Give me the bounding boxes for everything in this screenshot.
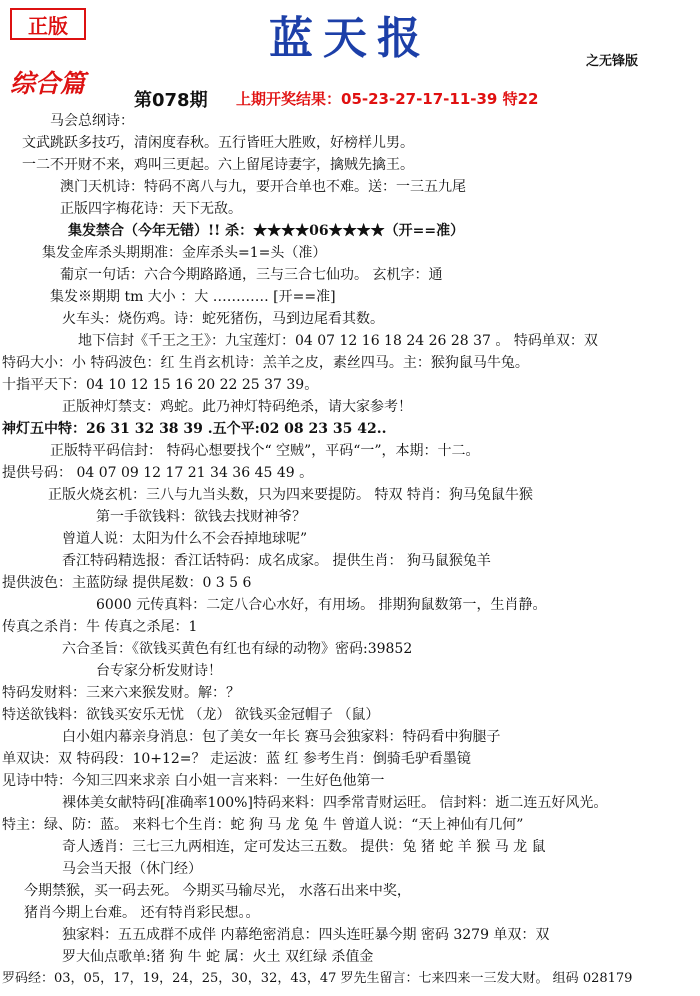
edition-label: 之无锋版 [585,54,638,69]
text-line: 罗大仙点歌单:猪 狗 牛 蛇 属：火土 双红绿 杀值金 [62,949,374,965]
text-line: 第一手欲钱料：欲钱去找财神爷？ [96,509,306,525]
text-line: 独家料：五五成群不成伴 内幕绝密消息：四头连旺暴今期 密码 3279 单双：双 [62,927,550,943]
text-line: 集发金库杀头期期准：金库杀头=1=头（准） [42,245,327,261]
text-line: 正版神灯禁支：鸡蛇。此乃神灯特码绝杀，请大家参考！ [62,399,412,415]
text-line: 文武跳跃多技巧，清闲度春秋。五行皆旺大胜败，好榜样儿男。 [22,135,414,151]
text-line: 奇人透肖：三七三九两相连，定可发达三五数。 提供：兔 猪 蛇 羊 猴 马 龙 鼠 [62,839,546,855]
text-line: 特主：绿、防：蓝。 来料七个生肖：蛇 狗 马 龙 兔 牛 曾道人说：“天上神仙有几何” [2,817,524,833]
text-line: 台专家分析发财诗！ [96,663,222,679]
text-line: 单双诀：双 特码段：10+12=？ 走运波：蓝 红 参考生肖：倒骑毛驴看墨镜 [2,751,471,767]
text-line: 特码发财料：三来六来猴发财。解：？ [2,685,240,701]
text-line: 一二不开财不来，鸡叫三更起。六上留尾诗妻字，擒贼先擒王。 [22,157,414,173]
text-line: 六合圣旨：《欲钱买黄色有红也有绿的动物》密码:39852 [62,641,413,657]
text-line: 十指平天下：04 10 12 15 16 20 22 25 37 39。 [2,377,319,393]
text-line: 罗码经：03，05，17，19，24，25，30，32，43，47 罗先生留言：七来四来一三发大财。 组码 028179 [2,971,633,986]
genuine-stamp: 正版 [10,8,86,40]
text-line: 正版火烧玄机：三八与九当头数，只为四来要提防。 特双 特肖：狗马兔鼠牛猴 [48,487,533,503]
text-line: 香江特码精选报：香江话特码：成名成家。 提供生肖： 狗马鼠猴兔羊 [62,553,491,569]
text-line: 猪肖今期上台难。 还有特肖彩民想。。 [24,905,260,921]
text-line: 正版四字梅花诗：天下无敌。 [60,201,242,217]
text-line: 集发※期期 tm 大小 ：大 ………… [开==准] [50,289,336,305]
text-line: 澳门天机诗：特码不离八与九，要开合单也不难。送：一三五九尾 [60,179,466,195]
text-line: 提供波色：主蓝防绿 提供尾数：0 3 5 6 [2,575,252,591]
text-line: 传真之杀肖：牛 传真之杀尾：1 [2,619,198,635]
text-line: 特送欲钱料：欲钱买安乐无忧 （龙） 欲钱买金冠帽子 （鼠） [2,707,380,723]
text-line: 白小姐内幕亲身消息：包了美女一年长 赛马会独家料：特码看中狗腿子 [62,729,501,745]
text-line: 提供号码： 04 07 09 12 17 21 34 36 45 49 。 [2,465,314,481]
text-line: 见诗中特：今知三四来求亲 白小姐一言来料：一生好色他第一 [2,773,385,789]
text-line: 正版特平码信封： 特码心想要找个“ 空贼”，平码“一”，本期：十二。 [50,443,480,459]
text-line: 神灯五中特：26 31 32 38 39 .五个平:02 08 23 35 42.. [2,421,387,437]
text-line: 裸体美女献特码[准确率100%]特码来料：四季常青财运旺。 信封料：逝二连五好风光。 [62,795,608,811]
text-line: 马会总纲诗： [50,113,134,129]
text-line: 集发禁合（今年无错）!! 杀：★★★★06★★★★（开==准） [68,223,465,239]
text-line: 6000 元传真料：二定八合心水好，有用场。 排期狗鼠数第一，生肖静。 [96,597,547,613]
text-line: 今期禁猴，买一码去死。 今期买马输尽光， 水落石出来中奖， [24,883,411,899]
text-line: 马会当天报（休门经） [62,861,202,877]
last-draw-result: 上期开奖结果：05-23-27-17-11-39 特22 [236,90,539,108]
text-line: 曾道人说：太阳为什么不会吞掉地球呢” [62,531,308,547]
text-line: 火车头：烧伤鸡。诗：蛇死猪伤，马到边尾看其数。 [62,311,384,327]
issue-number: 第078期 [134,90,208,111]
newspaper-title: 蓝天报 [269,13,431,64]
text-line: 地下信封《千王之王》：九宝莲灯：04 07 12 16 18 24 26 28 37 。 特码单双：双 [78,333,598,349]
text-line: 葡京一句话：六合今期路路通，三与三合七仙功。 玄机字：通 [60,267,443,283]
section-label: 综合篇 [10,69,86,98]
text-line: 特码大小：小 特码波色：红 生肖玄机诗：羔羊之皮，素丝四马。主：猴狗鼠马牛兔。 [2,355,529,371]
